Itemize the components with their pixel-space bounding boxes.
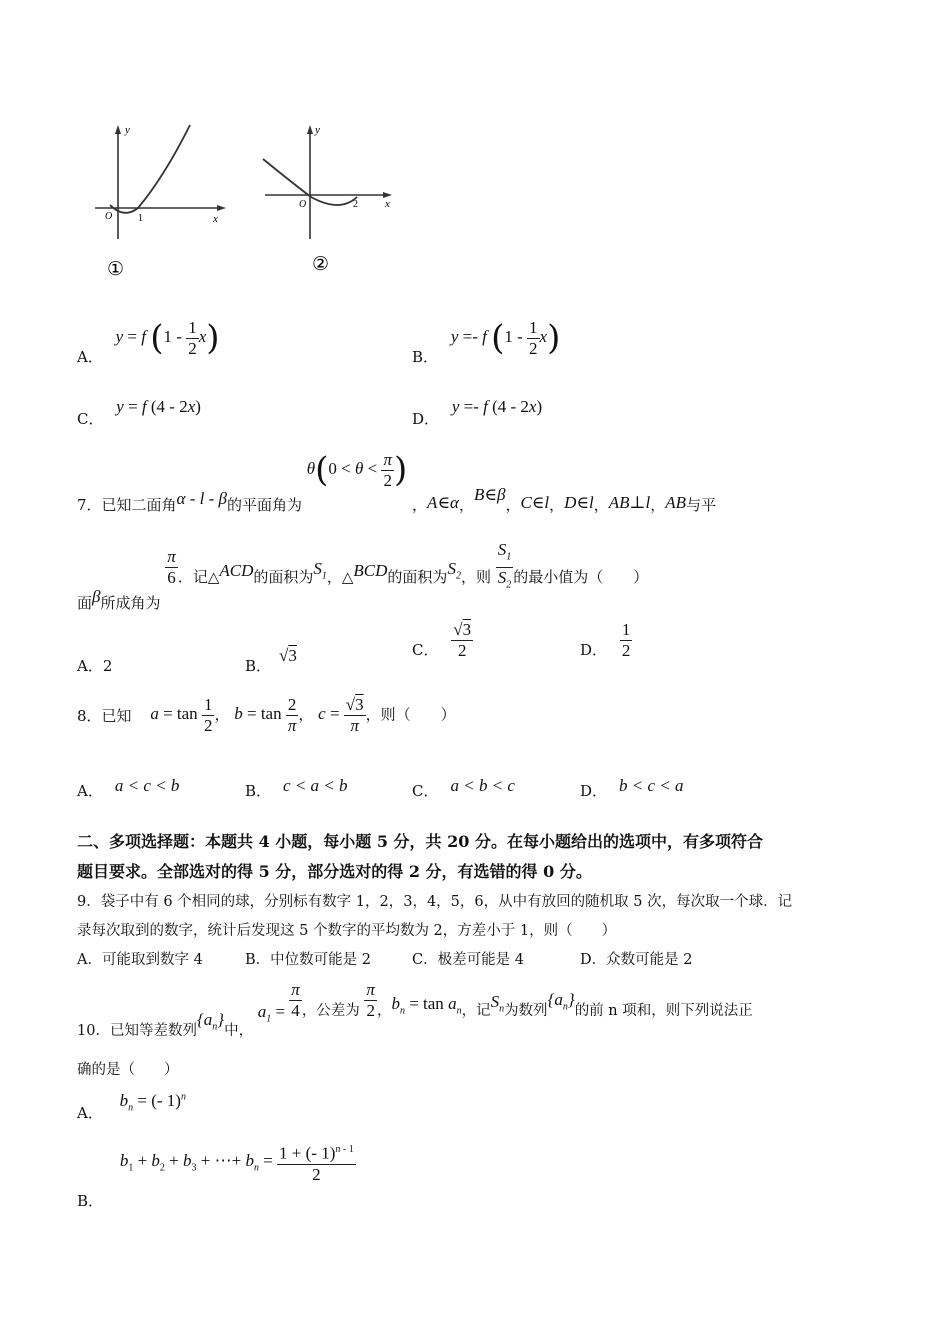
q6-option-a-formula: y = f (1 - $\frac{1}{2}$ x) [115,318,220,359]
q9-option-b: B．中位数可能是 2 [245,952,371,968]
q6-option-b [412,318,561,367]
q9-line-1: 9．袋子中有 6 个相同的球，分别标有数字 1，2，3，4，5，6，从中有放回的随机取 5 次，每次取一个球．记 [77,894,793,910]
graph2-tick-label: 2 [353,199,358,210]
graph1-origin-label: O [105,211,113,222]
q8-option-b: B． c < a < b [245,776,348,800]
graph1-x-label: x [213,213,218,225]
q9-line-2: 录每次取到的数字，统计后发现这 5 个数字的平均数为 2，方差小于 1，则（ ） [77,923,617,939]
q7-line-1: 7．已知二面角α - l - β的平面角为 θ(0 < θ < $\frac{\pi}{2}$ ) ，A∈α，B∈β，C∈l，D∈l，AB⊥l，AB与平 [77,450,717,515]
q9-option-d: D．众数可能是 2 [580,952,693,968]
graph2-x-label: x [385,198,390,210]
q6-option-c-formula: y = f (4 - 2x) [116,397,201,416]
q6-option-d [412,396,543,428]
graph2-y-label: y [315,124,320,136]
q6-option-a-letter: A． [77,348,103,367]
q6-option-c [77,396,201,428]
q7-line-2: 面β所成角为 $\frac{\pi}{6}$ ．记△ACD的面积为$S_1$，△BCD的面积为$S_2$，则 $\frac{S_1}{S_2}$ 的最小值为（ ） [77,540,649,612]
section-2-heading-line-2: 题目要求。全部选对的得 5 分，部分选对的得 2 分，有选错的得 0 分。 [77,862,592,881]
q8-option-a: A． a < c < b [77,776,180,800]
q10-option-a-formula: $b_n$ = (- 1)$^n$ [119,1091,186,1114]
graph1-y-label: y [125,124,130,136]
graph2-caption: ② [312,254,330,275]
function-graph-1 [80,115,230,295]
q10-line-2: 确的是（ ） [77,1062,179,1078]
q10-line-1: 10．已知等差数列$\{a_n\}$中， $a_1$ = $\frac{\pi}{4}$ ，公差为 $\frac{\pi}{2}$ ，$b_n = \tan a_n$，记$S_n$为数列$\{a_n\}$的前 n 项和，则下列说法正 [77,980,753,1039]
q10-option-a: A． $b_n$ = (- 1)$^n$ [77,1091,186,1122]
q7-option-a: A．2 [77,657,113,675]
q6-option-b-formula: y =- f (1 - $\frac{1}{2}$ x) [450,318,561,359]
graph1-caption: ① [107,259,125,280]
q7-option-d: D． $\frac{1}{2}$ [580,620,631,660]
q8-option-c: C． a < b < c [412,776,515,800]
q6-option-c-letter: C． [77,410,104,428]
q8-option-d: D． b < c < a [580,776,684,800]
function-graph-2 [255,115,405,295]
q10-option-b-formula: $b_1 + b_2 + b_3$ + ⋯+ $b_n$ = $\frac{1 + (- 1)^{n - 1}}{2}$ [120,1151,356,1170]
q10-option-b: B． $b_1 + b_2 + b_3$ + ⋯+ $b_n$ = $\frac{1 + (- 1)^{n - 1}}{2}$ [77,1140,356,1185]
q6-option-b-letter: B． [412,348,439,367]
q7-option-b: B．√3 [245,646,297,675]
q9-option-a: A．可能取到数字 4 [77,952,203,968]
graph1-tick-label: 1 [138,213,143,224]
q6-option-a [77,318,220,367]
q6-option-d-formula: y =- f (4 - 2x) [451,397,543,416]
q6-option-d-letter: D． [412,410,440,428]
section-2-heading-line-1: 二、多项选择题：本题共 4 小题，每小题 5 分，共 20 分。在每小题给出的选项中，有多项符合 [77,832,763,851]
graph2-origin-label: O [299,199,307,210]
q9-option-c: C．极差可能是 4 [412,952,524,968]
q8-stem: 8．已知 a = tan $\frac{1}{2}$ ， b = tan $\frac{2}{\pi}$ ， c = $\frac{√3}{\pi}$ ，则（ ） [77,695,456,735]
q7-option-c: C． $\frac{√3}{2}$ [412,620,472,660]
